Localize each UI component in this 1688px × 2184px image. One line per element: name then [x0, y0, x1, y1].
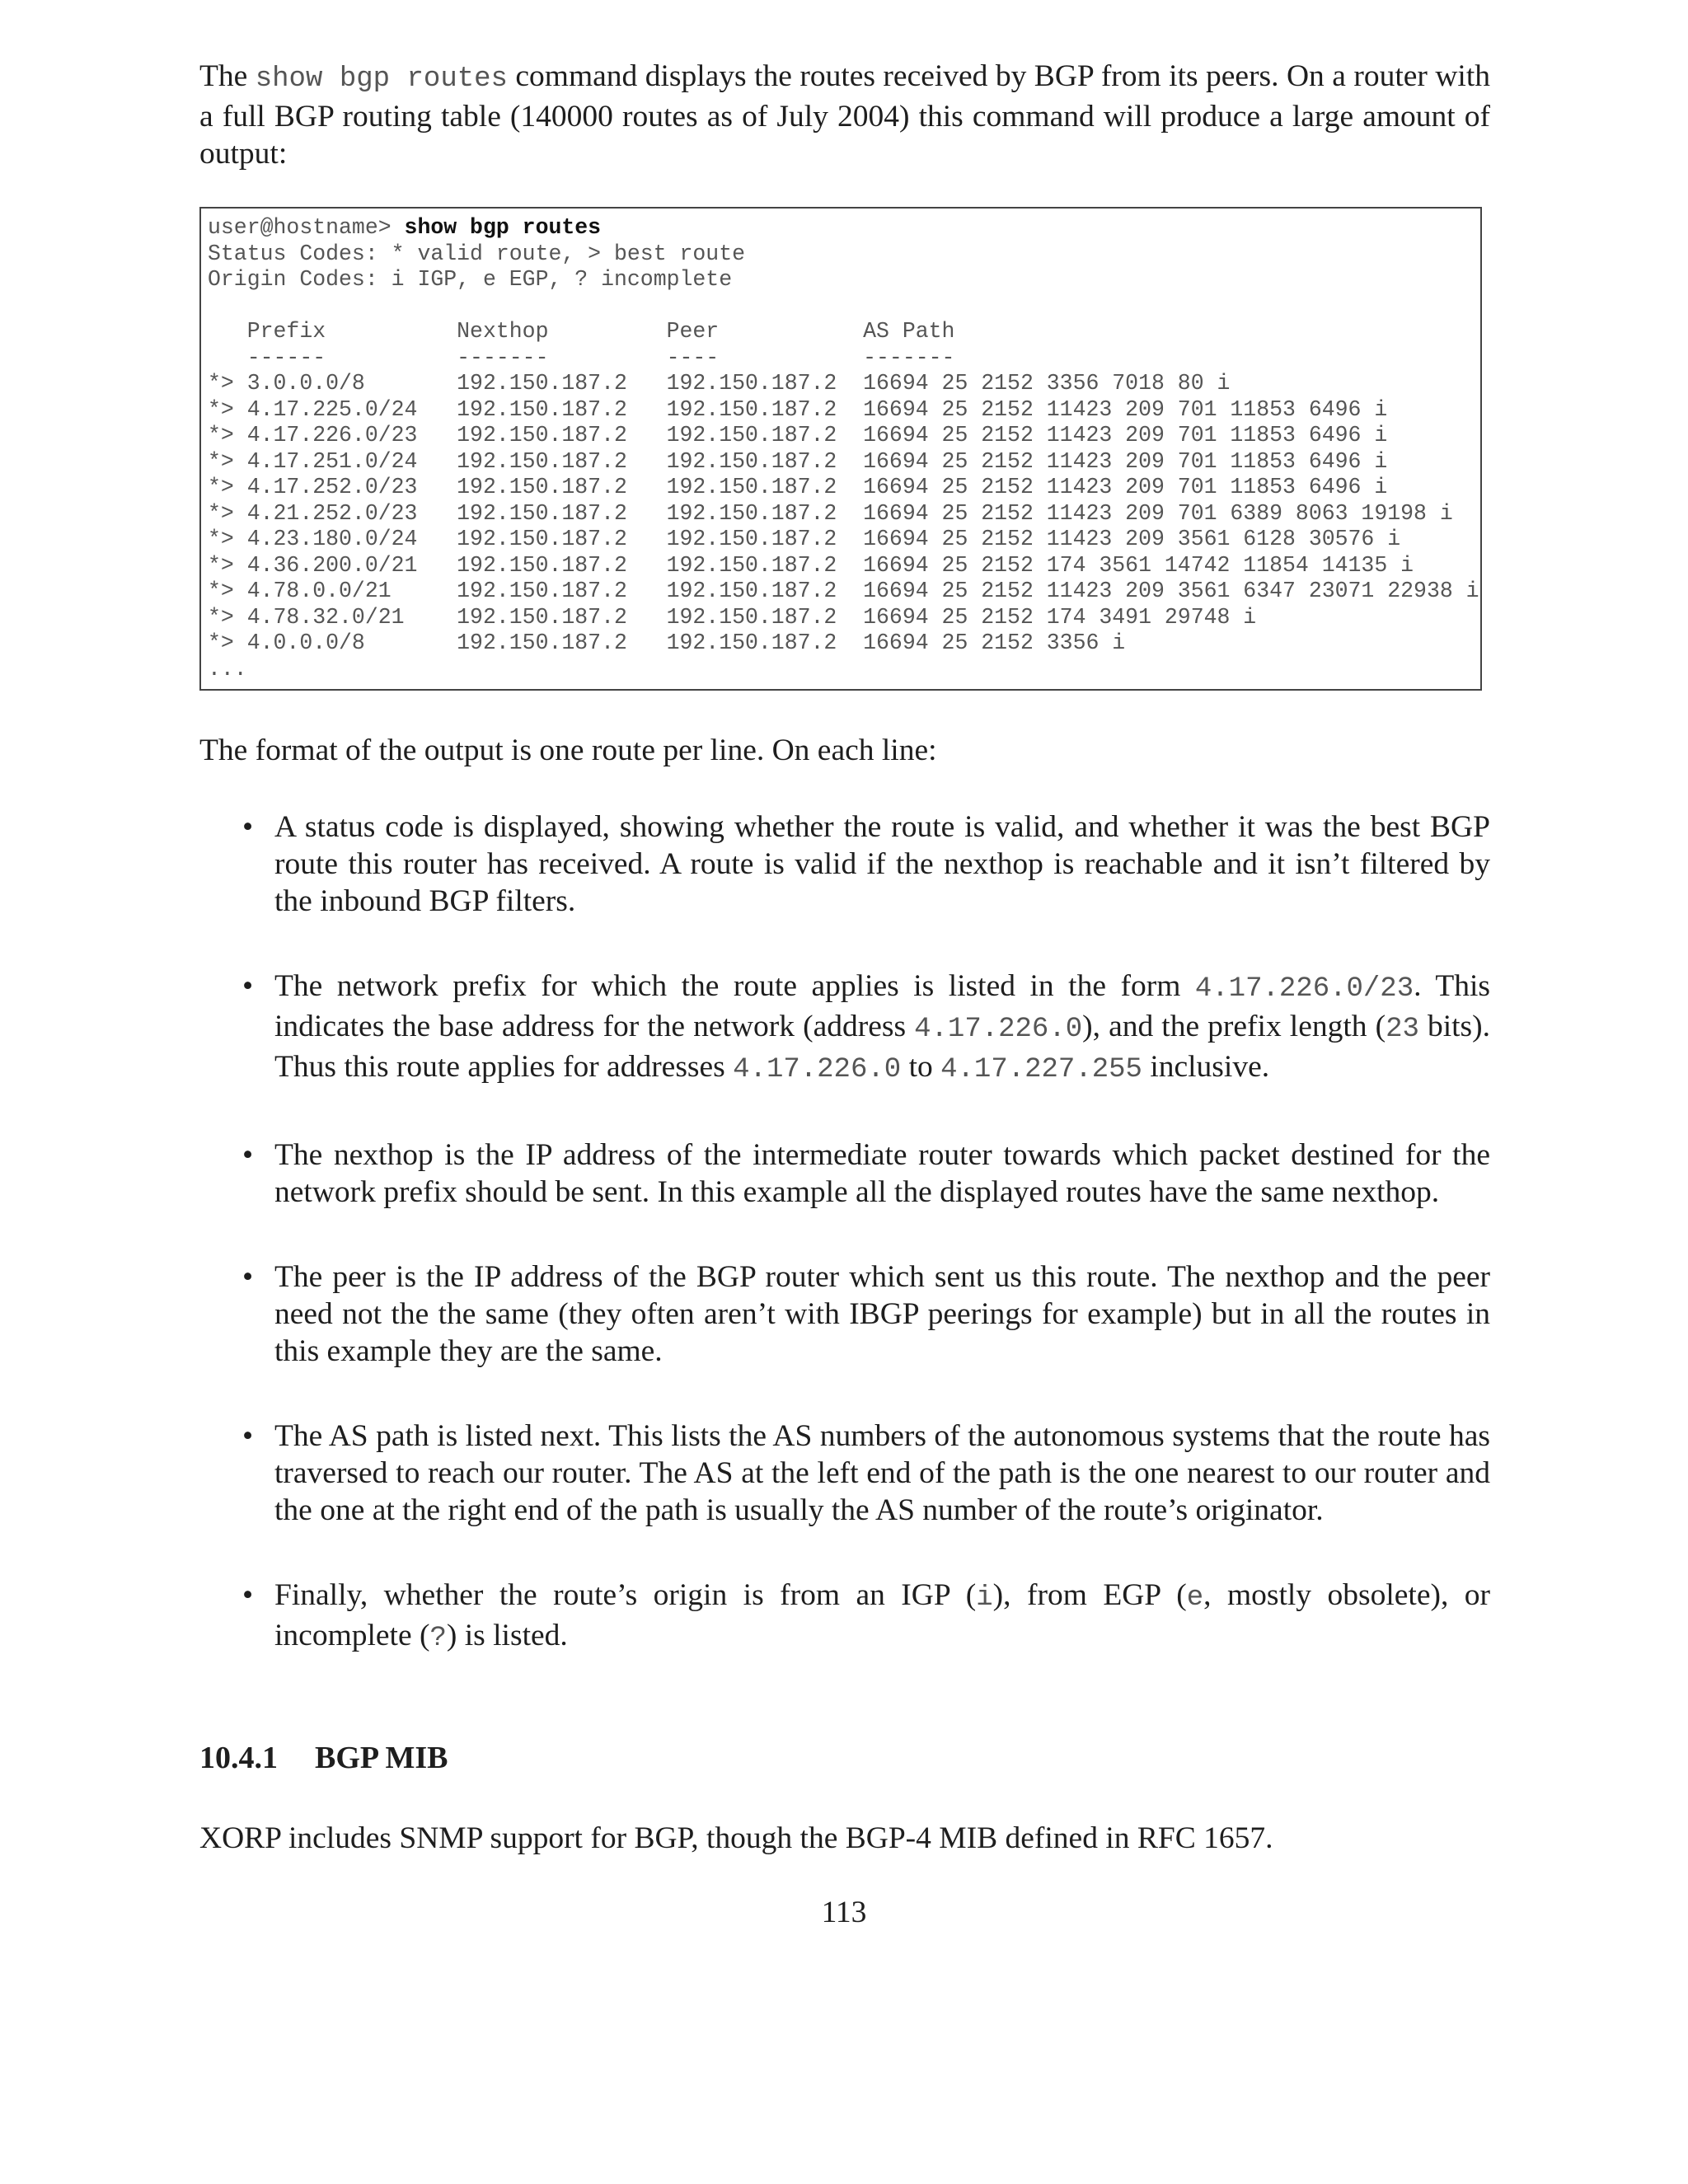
prefix-text-1: The network prefix for which the route applies is listed in the form	[274, 969, 1195, 1003]
format-lead-paragraph: The format of the output is one route per line. On each line:	[199, 733, 937, 767]
terminal-status-codes: Status Codes: * valid route, > best route	[208, 241, 746, 266]
route-row: *> 3.0.0.0/8 192.150.187.2 192.150.187.2 16694 25 2152 3356 7018 80 i	[208, 371, 1231, 396]
list-item-aspath	[199, 1418, 1490, 1529]
origin-text-4: ) is listed.	[446, 1619, 568, 1652]
section-number: 10.4.1	[199, 1741, 278, 1775]
list-item-prefix	[199, 968, 1490, 1089]
route-row: *> 4.78.0.0/21 192.150.187.2 192.150.187.2 16694 25 2152 11423 209 3561 6347 23071 22938 i	[208, 579, 1479, 603]
page-number: 113	[821, 1896, 867, 1929]
document-page	[199, 58, 1490, 1857]
section-title: BGP MIB	[315, 1741, 448, 1775]
prefix-text-5: to	[901, 1050, 941, 1084]
list-item-origin	[199, 1577, 1490, 1657]
origin-text-2: ), from EGP (	[992, 1578, 1187, 1612]
list-item-status	[199, 808, 1490, 920]
terminal-column-header: Prefix Nexthop Peer AS Path	[208, 319, 955, 344]
list-item-nexthop	[199, 1137, 1490, 1211]
terminal-ellipsis: ...	[208, 656, 247, 682]
terminal-prompt: user@hostname>	[208, 215, 405, 240]
origin-code-incomplete: ?	[429, 1623, 447, 1654]
list-item-peer	[199, 1258, 1490, 1370]
terminal-blank-line	[208, 293, 1480, 320]
intro-text-after: command displays the routes received by BGP from its peers. On a router with a full BGP routing table (140000 routes as of July 2004) this command will produce a large amount of output:	[199, 59, 1490, 171]
bullet-icon: •	[242, 1260, 254, 1294]
terminal-column-underline: ------ ------- ---- -------	[208, 344, 955, 370]
origin-text-3: , mostly obsolete), or incomplete (	[274, 1578, 1491, 1652]
route-row: *> 4.78.32.0/21 192.150.187.2 192.150.187.2 16694 25 2152 174 3491 29748 i	[208, 604, 1257, 630]
route-row: *> 4.23.180.0/24 192.150.187.2 192.150.187.2 16694 25 2152 11423 209 3561 6128 30576 i	[208, 527, 1401, 551]
prefix-code-4: 4.17.226.0	[733, 1054, 902, 1085]
bullet-icon: •	[242, 969, 254, 1003]
bullet-icon: •	[242, 1578, 254, 1612]
terminal-output	[208, 215, 1480, 682]
terminal-prompt-line	[208, 215, 1480, 241]
bullet-icon: •	[242, 1419, 254, 1453]
section-heading	[199, 1740, 1490, 1777]
intro-command-code: show bgp routes	[255, 63, 508, 95]
origin-text-1: Finally, whether the route’s origin is from an IGP (	[274, 1578, 977, 1612]
prefix-code-2: 4.17.226.0	[914, 1014, 1083, 1045]
origin-code-igp: i	[976, 1582, 993, 1614]
prefix-text-6: inclusive.	[1142, 1050, 1270, 1084]
prefix-code-3: 23	[1386, 1014, 1419, 1045]
route-row: *> 4.21.252.0/23 192.150.187.2 192.150.187.2 16694 25 2152 11423 209 701 6389 8063 19198 i	[208, 500, 1453, 526]
route-row: *> 4.17.251.0/24 192.150.187.2 192.150.187.2 16694 25 2152 11423 209 701 11853 6496 i	[208, 448, 1388, 474]
prefix-text-3: ), and the prefix length (	[1082, 1010, 1386, 1043]
terminal-command: show bgp routes	[404, 215, 602, 240]
prefix-text-2: . This indicates the base address for the network (address	[274, 969, 1490, 1043]
route-row: *> 4.0.0.0/8 192.150.187.2 192.150.187.2 16694 25 2152 3356 i	[208, 630, 1126, 655]
terminal-output-box	[199, 207, 1482, 691]
route-row: *> 4.17.226.0/23 192.150.187.2 192.150.187.2 16694 25 2152 11423 209 701 11853 6496 i	[208, 423, 1388, 448]
intro-paragraph	[199, 58, 1490, 172]
peer-description: The peer is the IP address of the BGP router which sent us this route. The nexthop and the peer need not the the same (they often aren’t with IBGP peerings for example) but in all the routes in this example they are the same.	[274, 1260, 1490, 1368]
aspath-description: The AS path is listed next. This lists the AS numbers of the autonomous systems that the route has traversed to reach our router. The AS at the left end of the path is the one nearest to our router and the one at the right end of the path is usually the AS number of the route’s originator.	[274, 1419, 1490, 1527]
route-row: *> 4.36.200.0/21 192.150.187.2 192.150.187.2 16694 25 2152 174 3561 14742 11854 14135 i	[208, 552, 1414, 578]
status-description: A status code is displayed, showing whether the route is valid, and whether it was the best BGP route this router has received. A route is valid if the nexthop is reachable and it isn’t filtered by the inbound BGP filters.	[274, 810, 1490, 918]
origin-code-egp: e	[1186, 1582, 1204, 1614]
bullet-icon: •	[242, 810, 254, 844]
prefix-code-1: 4.17.226.0/23	[1194, 973, 1414, 1005]
bullet-icon: •	[242, 1138, 254, 1172]
terminal-origin-codes: Origin Codes: i IGP, e EGP, ? incomplete	[208, 267, 733, 292]
intro-text-before: The	[199, 59, 256, 93]
route-row: *> 4.17.225.0/24 192.150.187.2 192.150.187.2 16694 25 2152 11423 209 701 11853 6496 i	[208, 396, 1388, 422]
prefix-text-4: bits). Thus this route applies for addresses	[274, 1010, 1491, 1084]
prefix-code-5: 4.17.227.255	[940, 1054, 1142, 1085]
closing-paragraph: XORP includes SNMP support for BGP, though the BGP-4 MIB defined in RFC 1657.	[199, 1821, 1273, 1855]
field-description-list	[199, 808, 1490, 1657]
nexthop-description: The nexthop is the IP address of the intermediate router towards which packet destined for the network prefix should be sent. In this example all the displayed routes have the same nexthop.	[274, 1138, 1490, 1209]
route-row: *> 4.17.252.0/23 192.150.187.2 192.150.187.2 16694 25 2152 11423 209 701 11853 6496 i	[208, 475, 1388, 499]
